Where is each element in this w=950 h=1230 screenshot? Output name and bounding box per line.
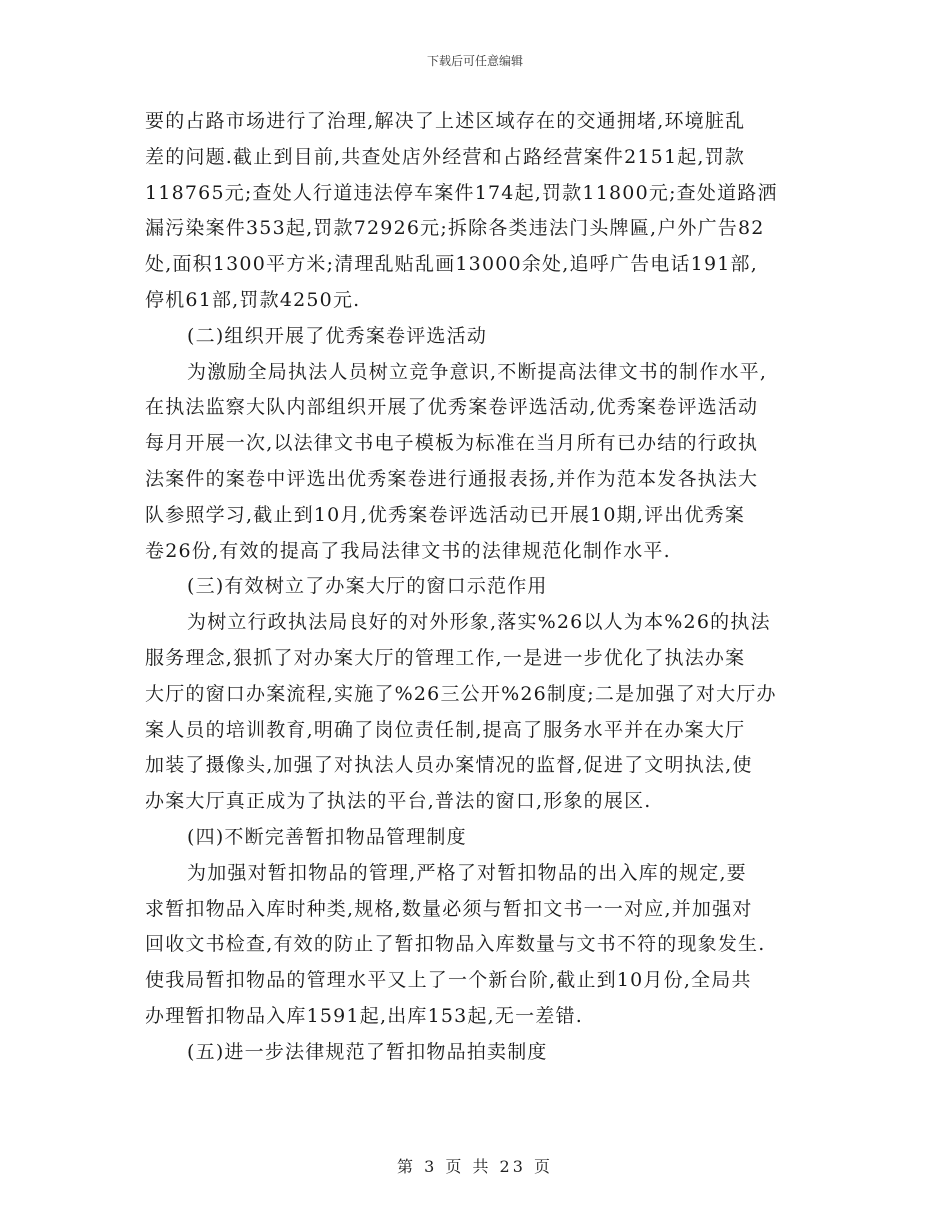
body-line: 回收文书检查,有效的防止了暂扣物品入库数量与文书不符的现象发生. [145,933,766,956]
body-line: 加装了摄像头,加强了对执法人员办案情况的监督,促进了文明执法,使 [145,754,753,777]
body-line: 停机61部,罚款4250元. [145,288,361,311]
body-line: 为激励全局执法人员树立竞争意识,不断提高法律文书的制作水平, [187,360,768,383]
body-line: 大厅的窗口办案流程,实施了%26三公开%26制度;二是加强了对大厅办 [145,682,777,705]
body-line: 为加强对暂扣物品的管理,严格了对暂扣物品的出入库的规定,要 [187,861,747,884]
body-line: 使我局暂扣物品的管理水平又上了一个新台阶,截止到10月份,全局共 [145,969,752,992]
page-header: 下载后可任意编辑 [426,54,523,68]
body-line: 在执法监察大队内部组织开展了优秀案卷评选活动,优秀案卷评选活动 [145,396,759,419]
section-heading: (五)进一步法律规范了暂扣物品拍卖制度 [187,1040,548,1063]
body-line: 处,面积1300平方米;清理乱贴乱画13000余处,追呼广告电话191部, [145,253,758,276]
body-line: 每月开展一次,以法律文书电子模板为标准在当月所有已办结的行政执 [145,432,759,455]
body-line: 卷26份,有效的提高了我局法律文书的法律规范化制作水平. [145,539,671,562]
section-heading: (四)不断完善暂扣物品管理制度 [187,825,467,848]
section-heading: (二)组织开展了优秀案卷评选活动 [187,324,488,347]
body-line: 要的占路市场进行了治理,解决了上述区域存在的交通拥堵,环境脏乱 [145,110,746,132]
section-heading: (三)有效树立了办案大厅的窗口示范作用 [187,575,548,598]
body-line: 求暂扣物品入库时种类,规格,数量必须与暂扣文书一一对应,并加强对 [145,897,753,920]
document-body [145,104,813,1071]
body-line: 案人员的培训教育,明确了岗位责任制,提高了服务水平并在办案大厅 [145,718,746,741]
body-line: 为树立行政执法局良好的对外形象,落实%26以人为本%26的执法 [187,611,771,634]
body-line: 法案件的案卷中评选出优秀案卷进行通报表扬,并作为范本发各执法大 [145,467,759,490]
body-line: 办案大厅真正成为了执法的平台,普法的窗口,形象的展区. [145,790,652,813]
body-line: 118765元;查处人行道违法停车案件174起,罚款11800元;查处道路洒 [145,181,778,204]
body-line: 漏污染案件353起,罚款72926元;拆除各类违法门头牌匾,户外广告82 [145,217,765,240]
page-footer: 第 3 页 共 23 页 [397,1157,553,1176]
body-line: 服务理念,狠抓了对办案大厅的管理工作,一是进一步优化了执法办案 [145,646,746,669]
body-line: 队参照学习,截止到10月,优秀案卷评选活动已开展10期,评出优秀案 [145,503,746,526]
body-line: 差的问题.截止到目前,共查处店外经营和占路经营案件2151起,罚款 [145,145,746,168]
body-line: 办理暂扣物品入库1591起,出库153起,无一差错. [145,1004,583,1027]
